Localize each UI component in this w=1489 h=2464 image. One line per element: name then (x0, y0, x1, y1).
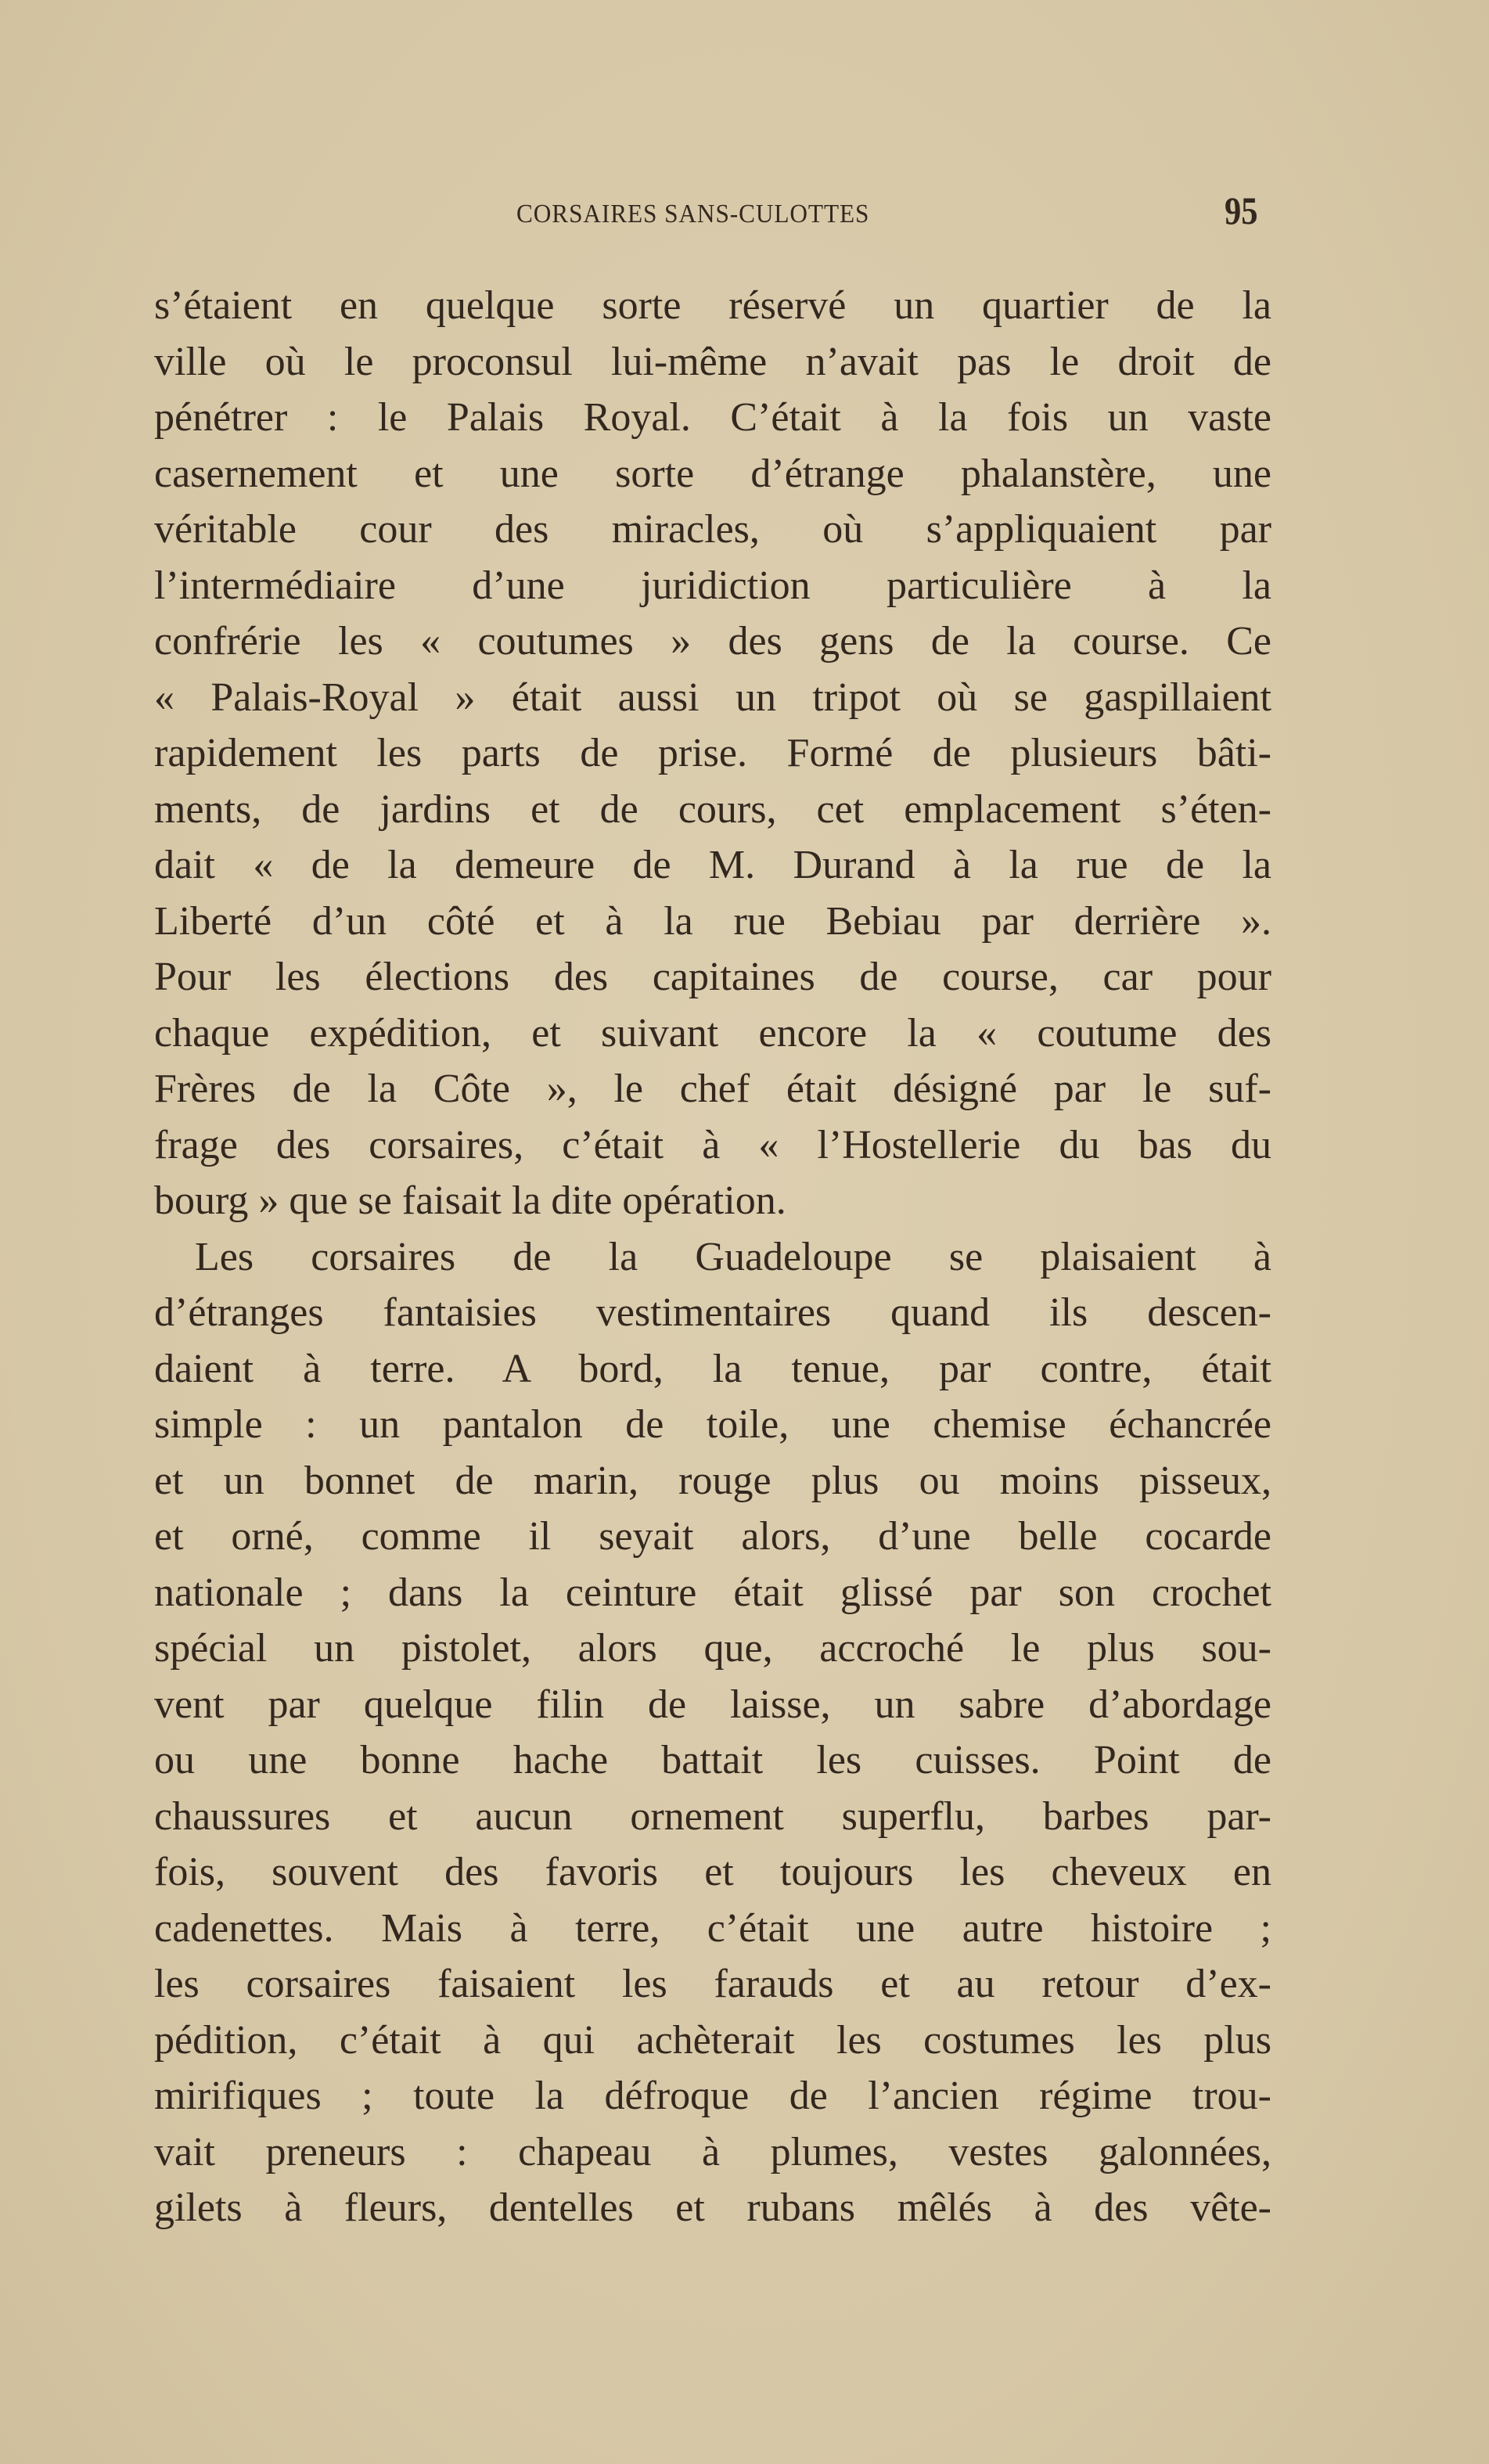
text-line: spécial un pistolet, alors que, accroché le plus sou- (154, 1626, 1271, 1671)
text-line: et orné, comme il seyait alors, d’une belle cocarde (154, 1514, 1271, 1559)
text-line: chaussures et aucun ornement superflu, barbes par- (154, 1793, 1271, 1839)
text-line: rapidement les parts de prise. Formé de plusieurs bâti- (154, 731, 1271, 775)
text-line: Frères de la Côte », le chef était désigné par le suf- (154, 1067, 1271, 1111)
text-line: véritable cour des miracles, où s’appliquaient par (154, 507, 1271, 552)
text-line: simple : un pantalon de toile, une chemise échancrée (154, 1402, 1271, 1447)
text-line: ments, de jardins et de cours, cet emplacement s’éten- (154, 786, 1271, 832)
text-line: bourg » que se faisait la dite opération. (154, 1178, 786, 1223)
text-line: ou une bonne hache battait les cuisses. Point de (154, 1738, 1271, 1782)
text-line: Pour les élections des capitaines de course, car pour (154, 955, 1271, 999)
text-line: frage des corsaires, c’était à « l’Hostellerie du bas du (154, 1122, 1271, 1167)
text-line: fois, souvent des favoris et toujours les cheveux en (154, 1850, 1271, 1894)
text-line: et un bonnet de marin, rouge plus ou moins pisseux, (154, 1458, 1271, 1503)
text-line: l’intermédiaire d’une juridiction particulière à la (154, 563, 1271, 608)
text-line: Les corsaires de la Guadeloupe se plaisaient à (195, 1234, 1271, 1279)
text-line: casernement et une sorte d’étrange phalanstère, une (154, 451, 1271, 496)
text-line: daient à terre. A bord, la tenue, par contre, était (154, 1346, 1271, 1391)
body-text (154, 278, 1271, 2236)
text-line: ville où le proconsul lui-même n’avait pas le droit de (154, 339, 1271, 384)
running-head: CORSAIRES SANS-CULOTTES (516, 200, 870, 228)
text-line: vent par quelque filin de laisse, un sabre d’abordage (154, 1682, 1271, 1727)
text-line: gilets à fleurs, dentelles et rubans mêlés à des vête- (154, 2185, 1271, 2230)
text-line: mirifiques ; toute la défroque de l’ancien régime trou- (154, 2074, 1271, 2118)
text-line: pénétrer : le Palais Royal. C’était à la fois un vaste (154, 395, 1271, 440)
text-line: dait « de la demeure de M. Durand à la rue de la (154, 843, 1271, 887)
text-line: nationale ; dans la ceinture était glissé par son crochet (154, 1570, 1271, 1615)
text-line: pédition, c’était à qui achèterait les costumes les plus (154, 2017, 1271, 2063)
text-line: Liberté d’un côté et à la rue Bebiau par derrière ». (154, 898, 1271, 944)
text-line: les corsaires faisaient les farauds et au retour d’ex- (154, 1962, 1271, 2006)
text-line: vait preneurs : chapeau à plumes, vestes galonnées, (154, 2129, 1271, 2174)
text-line: d’étranges fantaisies vestimentaires quand ils descen- (154, 1290, 1271, 1335)
text-line: « Palais-Royal » était aussi un tripot où se gaspillaient (154, 674, 1271, 720)
text-line: confrérie les « coutumes » des gens de la course. Ce (154, 619, 1271, 664)
text-line: chaque expédition, et suivant encore la « coutume des (154, 1010, 1271, 1056)
text-line: s’étaient en quelque sorte réservé un quartier de la (154, 283, 1271, 328)
text-line: cadenettes. Mais à terre, c’était une autre histoire ; (154, 1905, 1271, 1951)
page-number: 95 (1225, 189, 1258, 232)
